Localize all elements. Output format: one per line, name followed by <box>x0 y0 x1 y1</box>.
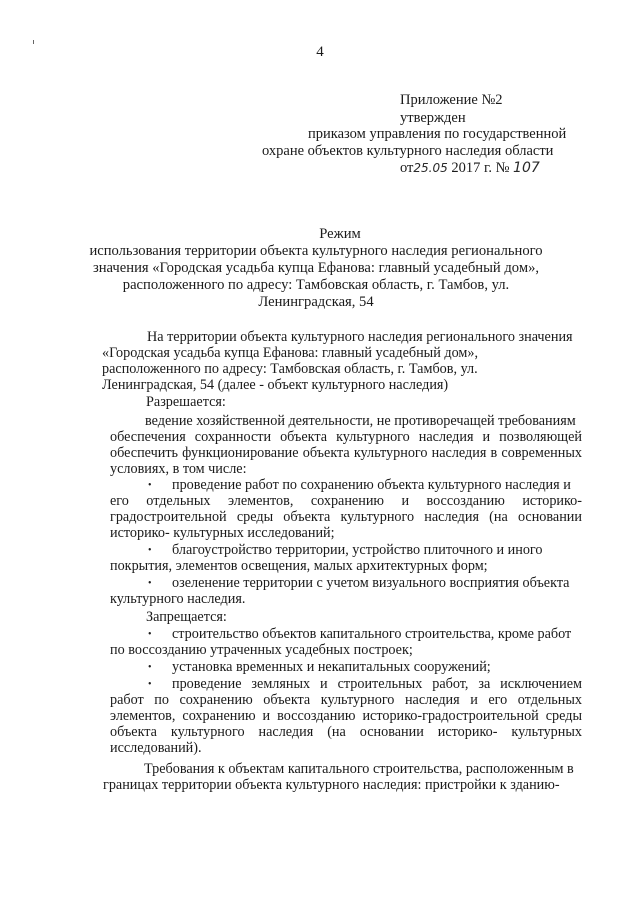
date-year: 2017 г. № <box>451 160 510 176</box>
document-heading: Режим <box>319 226 361 242</box>
bullet-marker: • <box>148 662 152 673</box>
bullet-marker: • <box>148 629 152 640</box>
allowed-item-1-line: градостроительной среды объекта культурного наследия (на основании <box>110 509 582 525</box>
allowed-heading: Разрешается: <box>146 394 226 410</box>
bullet-marker: • <box>148 578 152 589</box>
allowed-intro-line: обеспечить функционирование объекта культурного наследия в современных <box>110 445 582 461</box>
allowed-intro-line: обеспечения сохранности объекта культурного наследия и позволяющей <box>110 429 582 445</box>
page-number: 4 <box>316 44 324 60</box>
title-line-4: Ленинградская, 54 <box>258 294 374 310</box>
allowed-item-3-line: культурного наследия. <box>110 591 246 607</box>
handwritten-order-number: 107 <box>513 160 540 176</box>
forbidden-item-2-line: установка временных и некапитальных сооружений; <box>172 659 491 675</box>
intro-paragraph-line: Ленинградская, 54 (далее - объект культурного наследия) <box>102 377 449 393</box>
forbidden-item-1-line: по воссозданию утраченных усадебных построек; <box>110 642 413 658</box>
intro-paragraph-line: На территории объекта культурного наследия регионального значения <box>147 329 573 345</box>
forbidden-item-3-line: объекта культурного наследия (на основании историко- культурных <box>110 724 582 740</box>
intro-paragraph-line: «Городская усадьба купца Ефанова: главный усадебный дом», <box>102 345 479 361</box>
forbidden-item-3-line: работ по сохранению объекта культурного наследия и его отдельных <box>110 692 582 708</box>
allowed-item-3-line: озеленение территории с учетом визуального восприятия объекта <box>172 575 570 591</box>
bullet-marker: • <box>148 679 152 690</box>
date-prefix: от <box>400 160 414 176</box>
approval-order-line: приказом управления по государственной <box>308 126 567 142</box>
bullet-marker: • <box>148 480 152 491</box>
forbidden-item-3-line: проведение земляных и строительных работ, за исключением <box>172 676 582 692</box>
intro-paragraph-line: расположенного по адресу: Тамбовская область, г. Тамбов, ул. <box>102 361 478 377</box>
approval-authority-line: охране объектов культурного наследия области <box>262 143 554 159</box>
forbidden-item-3-line: исследований). <box>110 740 202 756</box>
allowed-item-1-line: его отдельных элементов, сохранению и воссозданию историко- <box>110 493 582 509</box>
allowed-intro-line: ведение хозяйственной деятельности, не противоречащей требованиям <box>145 413 576 429</box>
title-line-1: использования территории объекта культурного наследия регионального <box>89 243 543 259</box>
requirements-line: Требования к объектам капитального строительства, расположенным в <box>144 761 574 777</box>
allowed-item-2-line: благоустройство территории, устройство плиточного и иного <box>172 542 543 558</box>
forbidden-heading: Запрещается: <box>146 609 227 625</box>
requirements-line: границах территории объекта культурного наследия: пристройки к зданию- <box>103 777 560 793</box>
handwritten-date: 25.05 <box>413 161 448 175</box>
forbidden-item-3-line: элементов, сохранению и воссозданию историко-градостроительной среды <box>110 708 582 724</box>
forbidden-item-1-line: строительство объектов капитального строительства, кроме работ <box>172 626 572 642</box>
title-line-2: значения «Городская усадьба купца Ефанова: главный усадебный дом», <box>92 260 540 276</box>
title-line-3: расположенного по адресу: Тамбовская область, г. Тамбов, ул. <box>122 277 510 293</box>
allowed-item-2-line: покрытия, элементов освещения, малых архитектурных форм; <box>110 558 488 574</box>
approval-date-line <box>400 160 540 177</box>
allowed-item-1-line: историко- культурных исследований; <box>110 525 335 541</box>
allowed-item-1-line: проведение работ по сохранению объекта культурного наследия и <box>172 477 571 493</box>
allowed-intro-line: условиях, в том числе: <box>110 461 247 477</box>
approval-appendix-label: Приложение №2 <box>400 92 503 108</box>
approval-approved-label: утвержден <box>400 110 466 126</box>
bullet-marker: • <box>148 545 152 556</box>
